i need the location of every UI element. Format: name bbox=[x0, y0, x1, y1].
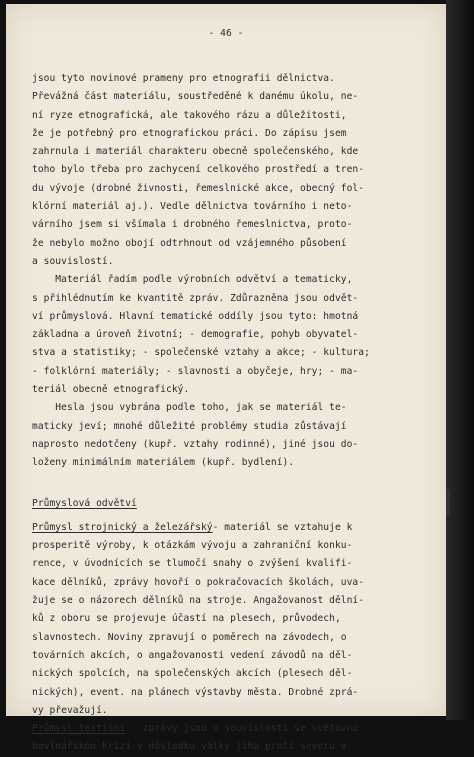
subsection-heading: Průmysl textilní bbox=[32, 723, 126, 735]
text-line: - folklórní materiály; - slavnosti a obyčeje, hry; - ma- bbox=[32, 365, 359, 377]
text-line: loženy minimálním materiálem (kupř. bydlení). bbox=[32, 457, 295, 469]
text-line: maticky jeví; mnohé důležité problémy studia zůstávají bbox=[32, 420, 347, 432]
page-edge-shadow bbox=[446, 0, 474, 720]
text-line: toho bylo třeba pro zachycení celkového prostředí a tren- bbox=[32, 164, 365, 176]
text-line: že je potřebný pro etnografickou práci. Do zápisu jsem bbox=[32, 127, 347, 139]
subsection-first-line-text: - zprávy jsou v souvislosti se světovou bbox=[125, 723, 359, 735]
text-line: várního jsem si všímala i drobného řemeslnictva, proto- bbox=[32, 219, 353, 231]
text-line: Materiál řadím podle výrobních odvětví a tematicky, bbox=[32, 274, 353, 286]
text-line: vy převažují. bbox=[32, 704, 108, 716]
text-line: rence, v úvodnících se tlumočí snahy o zvýšení kvalifi- bbox=[32, 558, 353, 570]
subsection-first-line-text: - materiál se vztahuje k bbox=[212, 521, 353, 533]
subsection-heading: Průmysl strojnický a železářský bbox=[32, 521, 213, 533]
text-line: klórní materiál aj.). Vedle dělnictva továrního i neto- bbox=[32, 201, 353, 213]
text-line: základna a úroveň životní; - demografie, pohyb obyvatel- bbox=[32, 329, 359, 341]
text-line: nických), event. na plánech výstavby města. Drobné zprá- bbox=[32, 686, 359, 698]
text-line: slavnostech. Noviny zpravují o poměrech na závodech, o bbox=[32, 631, 347, 643]
text-line: s přihlédnutím ke kvantitě zpráv. Zdůrazněna jsou odvět- bbox=[32, 292, 359, 304]
text-line: Převážná část materiálu, soustředěné k danému úkolu, ne- bbox=[32, 91, 359, 103]
text-line: Hesla jsou vybrána podle toho, jak se materiál te- bbox=[32, 402, 347, 414]
subsection-engineering bbox=[32, 519, 432, 720]
text-line: naprosto nedotčeny (kupř. vztahy rodinné), jiné jsou do- bbox=[32, 438, 359, 450]
paragraph-arrangement bbox=[32, 271, 432, 399]
text-line: kace dělníků, zprávy hovoří o pokračovacích školách, uva- bbox=[32, 576, 365, 588]
text-line: továrních akcích, o angažovanosti vedení závodů na děl- bbox=[32, 649, 353, 661]
spacer bbox=[32, 473, 432, 495]
text-line: ví průmyslová. Hlavní tematické oddíly jsou tyto: hmotná bbox=[32, 310, 359, 322]
text-line: nických spolcích, na společenských akcích (plesech děl- bbox=[32, 668, 353, 680]
section-heading bbox=[32, 495, 432, 513]
document-page bbox=[6, 4, 446, 753]
body-text bbox=[32, 70, 432, 757]
subsection-first-line bbox=[32, 519, 432, 537]
text-line: prosperitě výroby, k otázkám vývoju a zahraniční konku- bbox=[32, 540, 353, 552]
section-heading-text: Průmyslová odvětví bbox=[32, 497, 137, 509]
text-line: a souvislostí. bbox=[32, 255, 114, 267]
paragraph-sources bbox=[32, 70, 432, 271]
text-line: že nebylo možno obojí odtrhnout od vzájemného působení bbox=[32, 237, 347, 249]
text-line: ků z oboru se projevuje účastí na plesech, průvodech, bbox=[32, 613, 341, 625]
text-line: ní ryze etnografická, ale takového rázu a důležitosti, bbox=[32, 109, 347, 121]
text-line: jsou tyto novinové prameny pro etnografii dělnictva. bbox=[32, 73, 335, 84]
binding-mark bbox=[446, 489, 450, 515]
text-line: žuje se o názorech dělníků na stroje. Angažovanost dělní- bbox=[32, 595, 365, 607]
page-number: - 46 - bbox=[208, 28, 244, 39]
text-line: bavlnářskou krizí v důsledku války jihu proti severu v bbox=[32, 741, 347, 753]
subsection-textile bbox=[32, 720, 432, 757]
paragraph-keywords bbox=[32, 399, 432, 472]
subsection-first-line bbox=[32, 720, 432, 738]
text-line: zahrnula i materiál charakteru obecně společenského, kde bbox=[32, 146, 359, 158]
text-line: stva a statistiky; - společenské vztahy a akce; - kultura; bbox=[32, 347, 370, 359]
text-line: teriál obecně etnografický. bbox=[32, 384, 190, 396]
text-line: du vývoje (drobné živnosti, řemeslnické akce, obecný fol- bbox=[32, 182, 365, 194]
